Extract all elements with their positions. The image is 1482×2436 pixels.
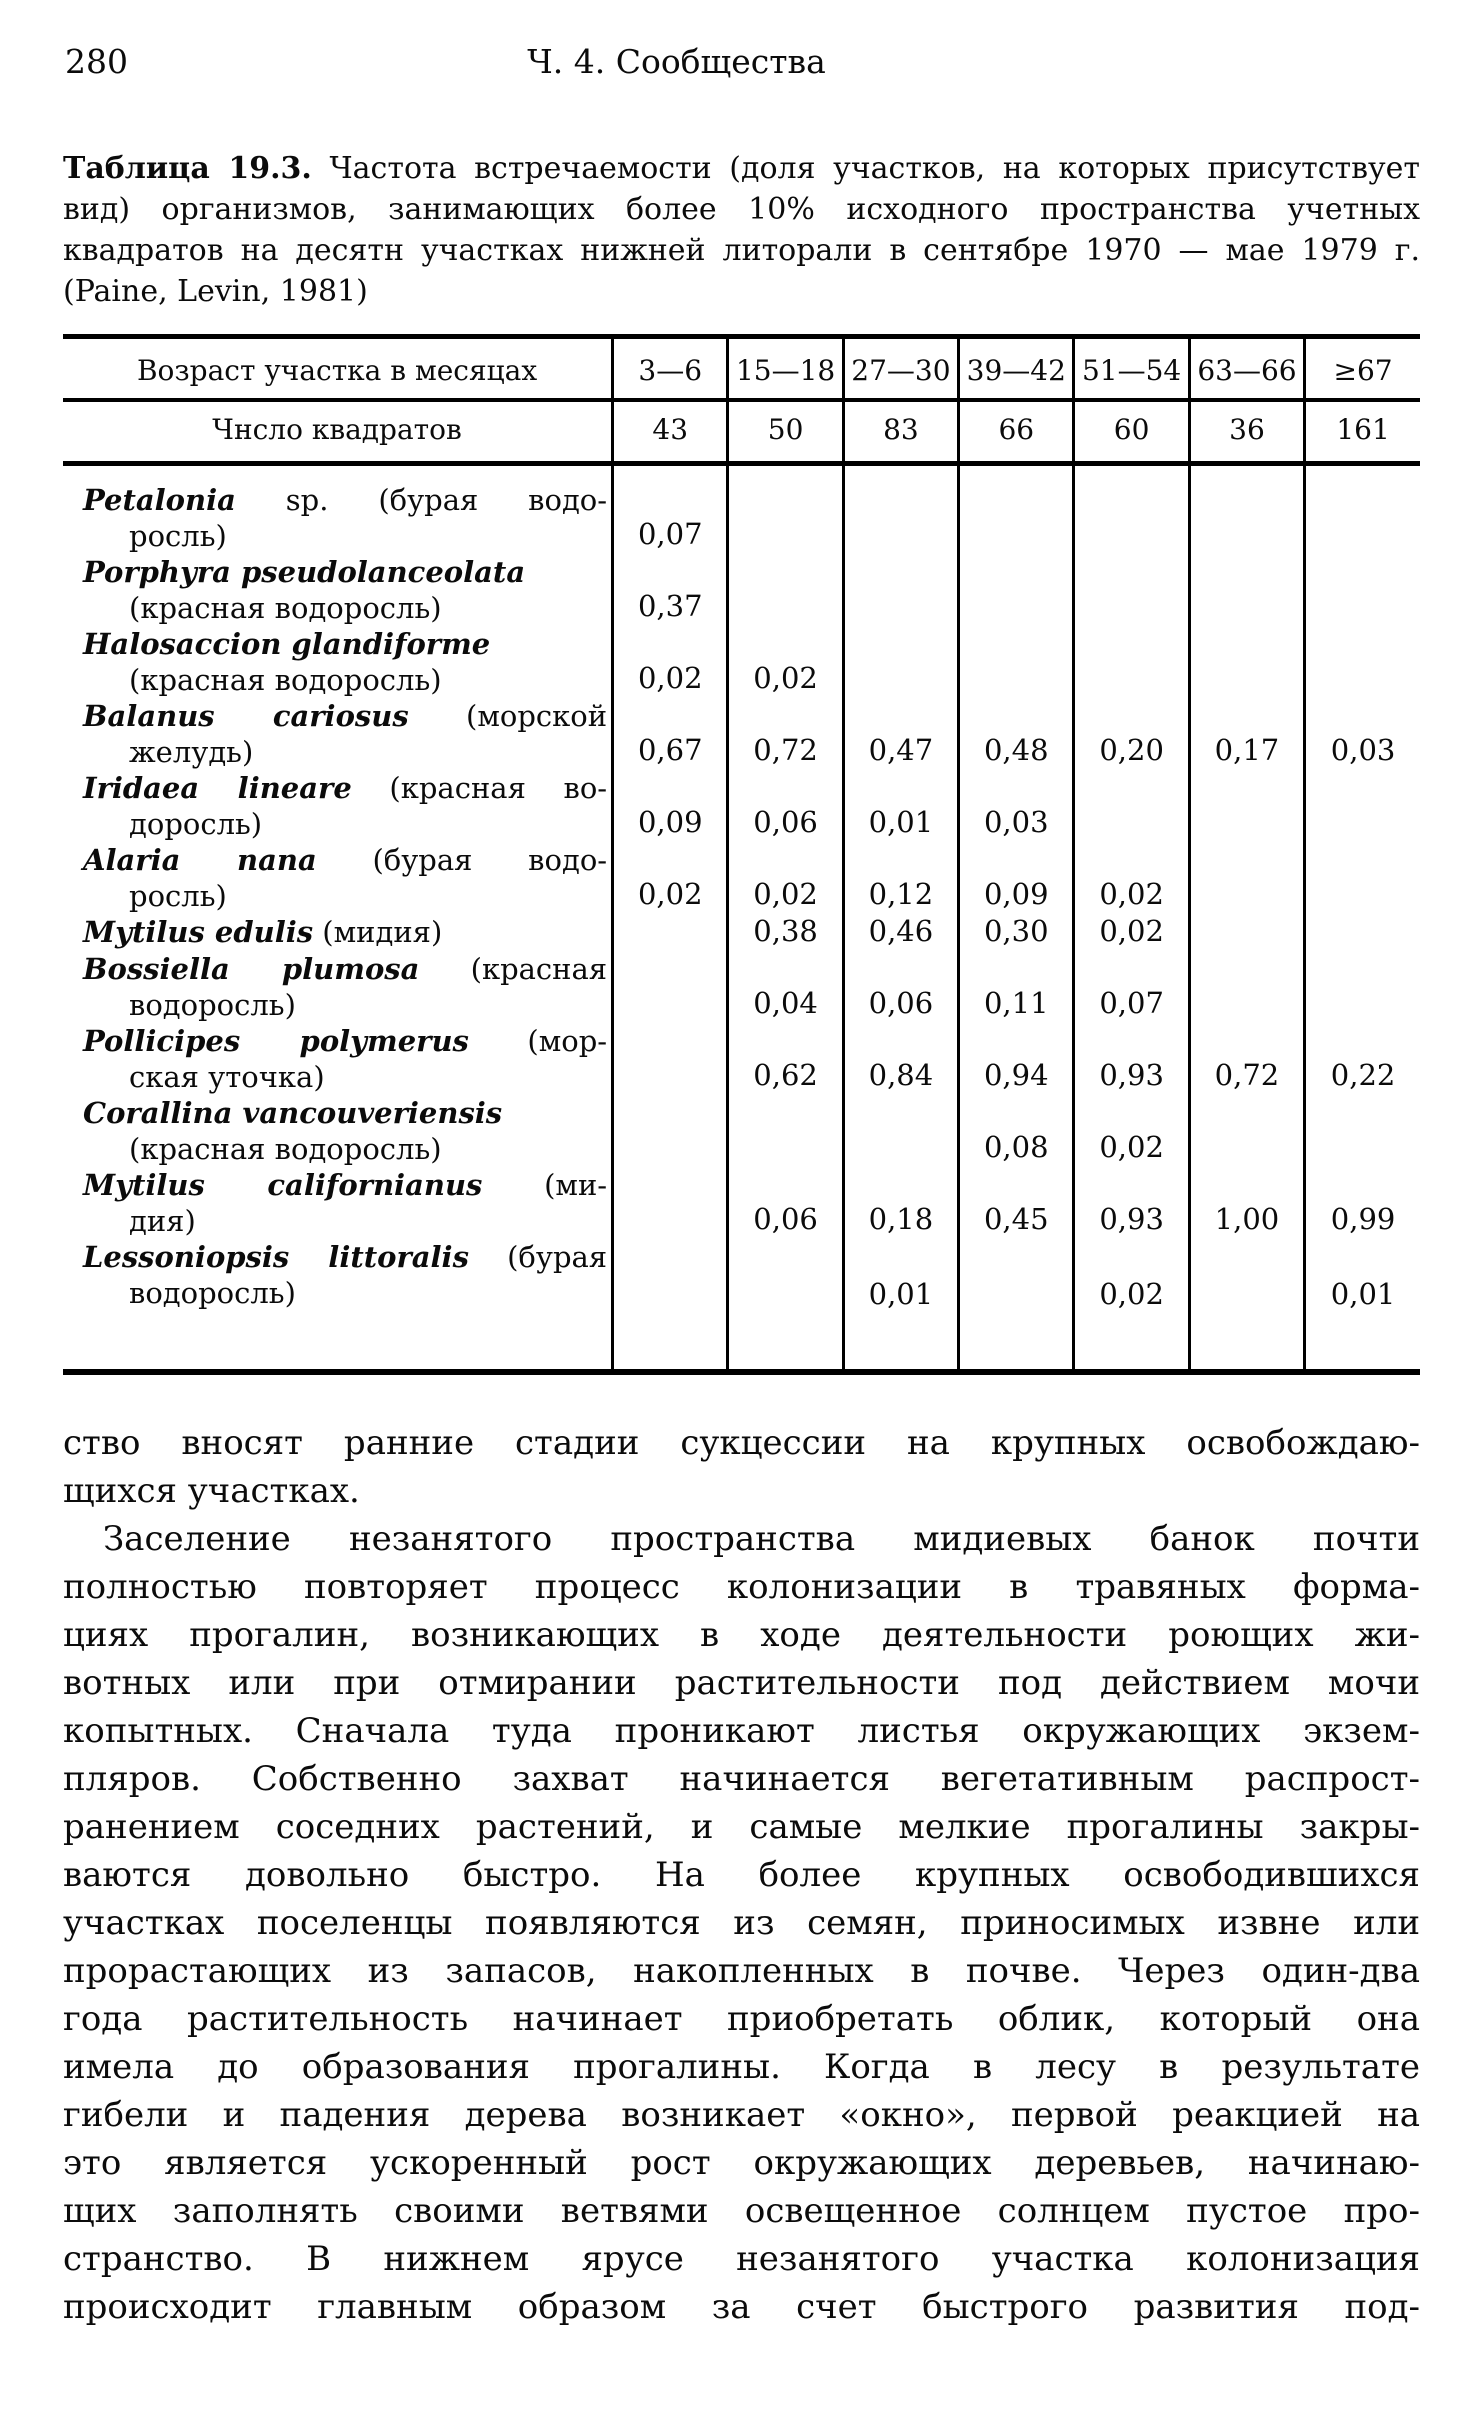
value-cell: 0,93 (1074, 1023, 1189, 1095)
value-cell (728, 464, 843, 555)
species-line2: росль) (129, 879, 227, 913)
table-row (63, 914, 1420, 951)
value-cell (1305, 554, 1420, 626)
caption-label: Таблица 19.3. (63, 151, 312, 186)
caption-source: (Paine, Levin, 1981) (63, 274, 368, 309)
species-latin: Alaria nana (83, 843, 317, 877)
species-line2: водоросль) (129, 988, 296, 1022)
value-cell (843, 1095, 958, 1167)
species-common: (морской (408, 699, 608, 733)
age-col-6: ≥67 (1305, 337, 1420, 401)
species-common: (бурая водо- (316, 843, 608, 877)
value-cell (1189, 554, 1304, 626)
species-latin: Mytilus edulis (83, 915, 314, 949)
species-common: (бурая (468, 1240, 608, 1274)
table-header-row-counts (63, 400, 1420, 464)
species-cell (63, 1023, 613, 1095)
caption-text: Частота встречаемости (доля участков, на которых присутствует (311, 151, 1420, 186)
value-cell: 0,07 (613, 464, 728, 555)
body-line: щихся участках. (63, 1471, 360, 1511)
value-cell: 0,20 (1074, 698, 1189, 770)
value-cell: 0,17 (1189, 698, 1304, 770)
value-cell: 0,02 (728, 626, 843, 698)
value-cell: 0,48 (959, 698, 1074, 770)
species-cell (63, 1167, 613, 1239)
species-line2: желудь) (129, 735, 254, 769)
species-common: (красная (419, 952, 608, 986)
value-cell: 0,84 (843, 1023, 958, 1095)
value-cell (843, 554, 958, 626)
age-col-1: 15—18 (728, 337, 843, 401)
species-latin: Petalonia (83, 483, 236, 517)
body-line: полностью повторяет процесс колонизации в травяных форма- (63, 1567, 1420, 1607)
species-line2: ская уточка) (129, 1060, 325, 1094)
species-common: (ми- (482, 1168, 608, 1202)
value-cell (1305, 770, 1420, 842)
value-cell: 0,46 (843, 914, 958, 951)
value-cell: 0,37 (613, 554, 728, 626)
value-cell: 0,72 (728, 698, 843, 770)
value-cell (959, 626, 1074, 698)
value-cell: 0,62 (728, 1023, 843, 1095)
count-3: 66 (959, 400, 1074, 464)
species-cell (63, 1239, 613, 1372)
body-line: происходит главным образом за счет быстрого развития под- (63, 2287, 1420, 2327)
value-cell: 0,22 (1305, 1023, 1420, 1095)
value-cell (613, 1095, 728, 1167)
value-cell: 0,09 (959, 842, 1074, 914)
value-cell (1305, 951, 1420, 1023)
species-latin: Balanus cariosus (83, 699, 409, 733)
body-line: странство. В нижнем ярусе незанятого участка колонизация (63, 2239, 1420, 2279)
value-cell (613, 951, 728, 1023)
value-cell: 0,02 (613, 626, 728, 698)
count-1: 50 (728, 400, 843, 464)
body-line: вотных или при отмирании растительности под действием мочи (63, 1663, 1420, 1703)
species-latin: Mytilus californianus (83, 1168, 483, 1202)
value-cell (959, 464, 1074, 555)
count-label: Чнсло квадратов (63, 400, 613, 464)
species-line2: росль) (129, 519, 227, 553)
value-cell (1305, 464, 1420, 555)
species-cell (63, 626, 613, 698)
age-col-4: 51—54 (1074, 337, 1189, 401)
value-cell (1189, 1095, 1304, 1167)
value-cell: 0,93 (1074, 1167, 1189, 1239)
value-cell: 0,02 (613, 842, 728, 914)
body-line: ваются довольно быстро. На более крупных освободившихся (63, 1855, 1420, 1895)
species-line2: дия) (129, 1204, 196, 1238)
body-line: гибели и падения дерева возникает «окно», первой реакцией на (63, 2095, 1420, 2135)
value-cell (1189, 770, 1304, 842)
table-row (63, 1023, 1420, 1095)
body-line: ство вносят ранние стадии сукцессии на крупных освобождаю- (63, 1423, 1420, 1463)
body-line: Заселение незанятого пространства мидиевых банок почти (103, 1519, 1420, 1559)
caption-line: вид) организмов, занимающих более 10% исходного пространства учетных (63, 192, 1420, 227)
caption-line (63, 148, 1420, 189)
value-cell: 0,02 (1074, 1095, 1189, 1167)
value-cell: 0,67 (613, 698, 728, 770)
species-cell (63, 554, 613, 626)
body-line: пляров. Собственно захват начинается вегетативным распрост- (63, 1759, 1420, 1799)
species-cell (63, 842, 613, 914)
value-cell: 0,12 (843, 842, 958, 914)
species-cell (63, 951, 613, 1023)
value-cell: 0,08 (959, 1095, 1074, 1167)
species-latin: Porphyra pseudolanceolata (83, 555, 526, 589)
running-head: Ч. 4. Сообщества (527, 42, 826, 81)
value-cell (843, 464, 958, 555)
value-cell (1189, 951, 1304, 1023)
value-cell: 0,18 (843, 1167, 958, 1239)
species-line2: (красная водоросль) (129, 1132, 442, 1166)
body-line: имела до образования прогалины. Когда в лесу в результате (63, 2047, 1420, 2087)
species-cell (63, 1095, 613, 1167)
count-2: 83 (843, 400, 958, 464)
value-cell: 0,04 (728, 951, 843, 1023)
species-line2: водоросль) (129, 1276, 296, 1310)
species-cell (63, 464, 613, 555)
value-cell: 0,06 (728, 770, 843, 842)
table-row (63, 698, 1420, 770)
table-caption (63, 148, 1420, 312)
age-col-5: 63—66 (1189, 337, 1304, 401)
species-common: (красная во- (351, 771, 608, 805)
species-cell (63, 914, 613, 951)
value-cell: 0,72 (1189, 1023, 1304, 1095)
value-cell: 0,02 (1074, 842, 1189, 914)
value-cell: 0,07 (1074, 951, 1189, 1023)
value-cell: 0,03 (959, 770, 1074, 842)
value-cell (613, 1167, 728, 1239)
value-cell (1074, 626, 1189, 698)
value-cell: 0,01 (1305, 1239, 1420, 1372)
value-cell: 0,01 (843, 770, 958, 842)
species-line2: доросль) (129, 807, 263, 841)
value-cell: 0,47 (843, 698, 958, 770)
value-cell (1074, 464, 1189, 555)
body-line: циях прогалин, возникающих в ходе деятельности роющих жи- (63, 1615, 1420, 1655)
value-cell (728, 1095, 843, 1167)
table-row (63, 842, 1420, 914)
value-cell (1189, 626, 1304, 698)
species-latin: Pollicipes polymerus (83, 1024, 469, 1058)
table-header-row-age (63, 337, 1420, 401)
table-row (63, 554, 1420, 626)
body-line: участках поселенцы появляются из семян, приносимых извне или (63, 1903, 1420, 1943)
table-row (63, 951, 1420, 1023)
value-cell: 0,02 (1074, 1239, 1189, 1372)
value-cell (1189, 464, 1304, 555)
value-cell (1305, 1095, 1420, 1167)
value-cell: 0,06 (843, 951, 958, 1023)
value-cell (613, 1239, 728, 1372)
species-latin: Bossiella plumosa (83, 952, 420, 986)
value-cell (613, 1023, 728, 1095)
value-cell: 0,06 (728, 1167, 843, 1239)
body-line: ранением соседних растений, и самые мелкие прогалины закры- (63, 1807, 1420, 1847)
caption-line: квадратов на десятн участках нижней литорали в сентябре 1970 — мае 1979 г. (63, 233, 1420, 268)
species-common: sp. (бурая водо- (235, 483, 608, 517)
value-cell (1189, 914, 1304, 951)
species-cell (63, 698, 613, 770)
value-cell (1305, 914, 1420, 951)
value-cell (1074, 554, 1189, 626)
body-line: щих заполнять своими ветвями освещенное солнцем пустое про- (63, 2191, 1420, 2231)
value-cell: 0,99 (1305, 1167, 1420, 1239)
value-cell: 0,03 (1305, 698, 1420, 770)
frequency-table (63, 334, 1420, 1375)
table-row (63, 1095, 1420, 1167)
table-row (63, 626, 1420, 698)
age-col-2: 27—30 (843, 337, 958, 401)
body-line: прорастающих из запасов, накопленных в почве. Через один-два (63, 1951, 1420, 1991)
value-cell (613, 914, 728, 951)
species-common: (мидия) (313, 915, 443, 949)
species-latin: Halosaccion glandiforme (83, 627, 491, 661)
age-label: Возраст участка в месяцах (63, 337, 613, 401)
value-cell: 0,02 (1074, 914, 1189, 951)
count-4: 60 (1074, 400, 1189, 464)
species-latin: Lessoniopsis littoralis (83, 1240, 469, 1274)
value-cell (959, 1239, 1074, 1372)
table-row (63, 1239, 1420, 1372)
table-row (63, 464, 1420, 555)
species-latin: Iridaea lineare (83, 771, 352, 805)
age-col-3: 39—42 (959, 337, 1074, 401)
value-cell: 0,09 (613, 770, 728, 842)
body-line: года растительность начинает приобретать облик, который она (63, 1999, 1420, 2039)
value-cell: 0,02 (728, 842, 843, 914)
value-cell (1305, 842, 1420, 914)
value-cell: 1,00 (1189, 1167, 1304, 1239)
value-cell: 0,94 (959, 1023, 1074, 1095)
species-line2: (красная водоросль) (129, 663, 442, 697)
value-cell: 0,38 (728, 914, 843, 951)
species-cell (63, 770, 613, 842)
value-cell (959, 554, 1074, 626)
count-5: 36 (1189, 400, 1304, 464)
page-number: 280 (65, 42, 128, 81)
value-cell: 0,30 (959, 914, 1074, 951)
value-cell (728, 1239, 843, 1372)
value-cell (1189, 842, 1304, 914)
age-col-0: 3—6 (613, 337, 728, 401)
species-common: (мор- (468, 1024, 608, 1058)
page-header (63, 42, 1420, 88)
count-0: 43 (613, 400, 728, 464)
value-cell (1074, 770, 1189, 842)
table-row (63, 770, 1420, 842)
body-line: это является ускоренный рост окружающих деревьев, начинаю- (63, 2143, 1420, 2183)
species-line2: (красная водоросль) (129, 591, 442, 625)
value-cell: 0,01 (843, 1239, 958, 1372)
value-cell (728, 554, 843, 626)
table-row (63, 1167, 1420, 1239)
species-latin: Corallina vancouveriensis (83, 1096, 503, 1130)
value-cell: 0,11 (959, 951, 1074, 1023)
body-text (63, 1419, 1420, 2331)
count-6: 161 (1305, 400, 1420, 464)
value-cell: 0,45 (959, 1167, 1074, 1239)
value-cell (1189, 1239, 1304, 1372)
value-cell (843, 626, 958, 698)
value-cell (1305, 626, 1420, 698)
body-line: копытных. Сначала туда проникают листья окружающих экзем- (63, 1711, 1420, 1751)
